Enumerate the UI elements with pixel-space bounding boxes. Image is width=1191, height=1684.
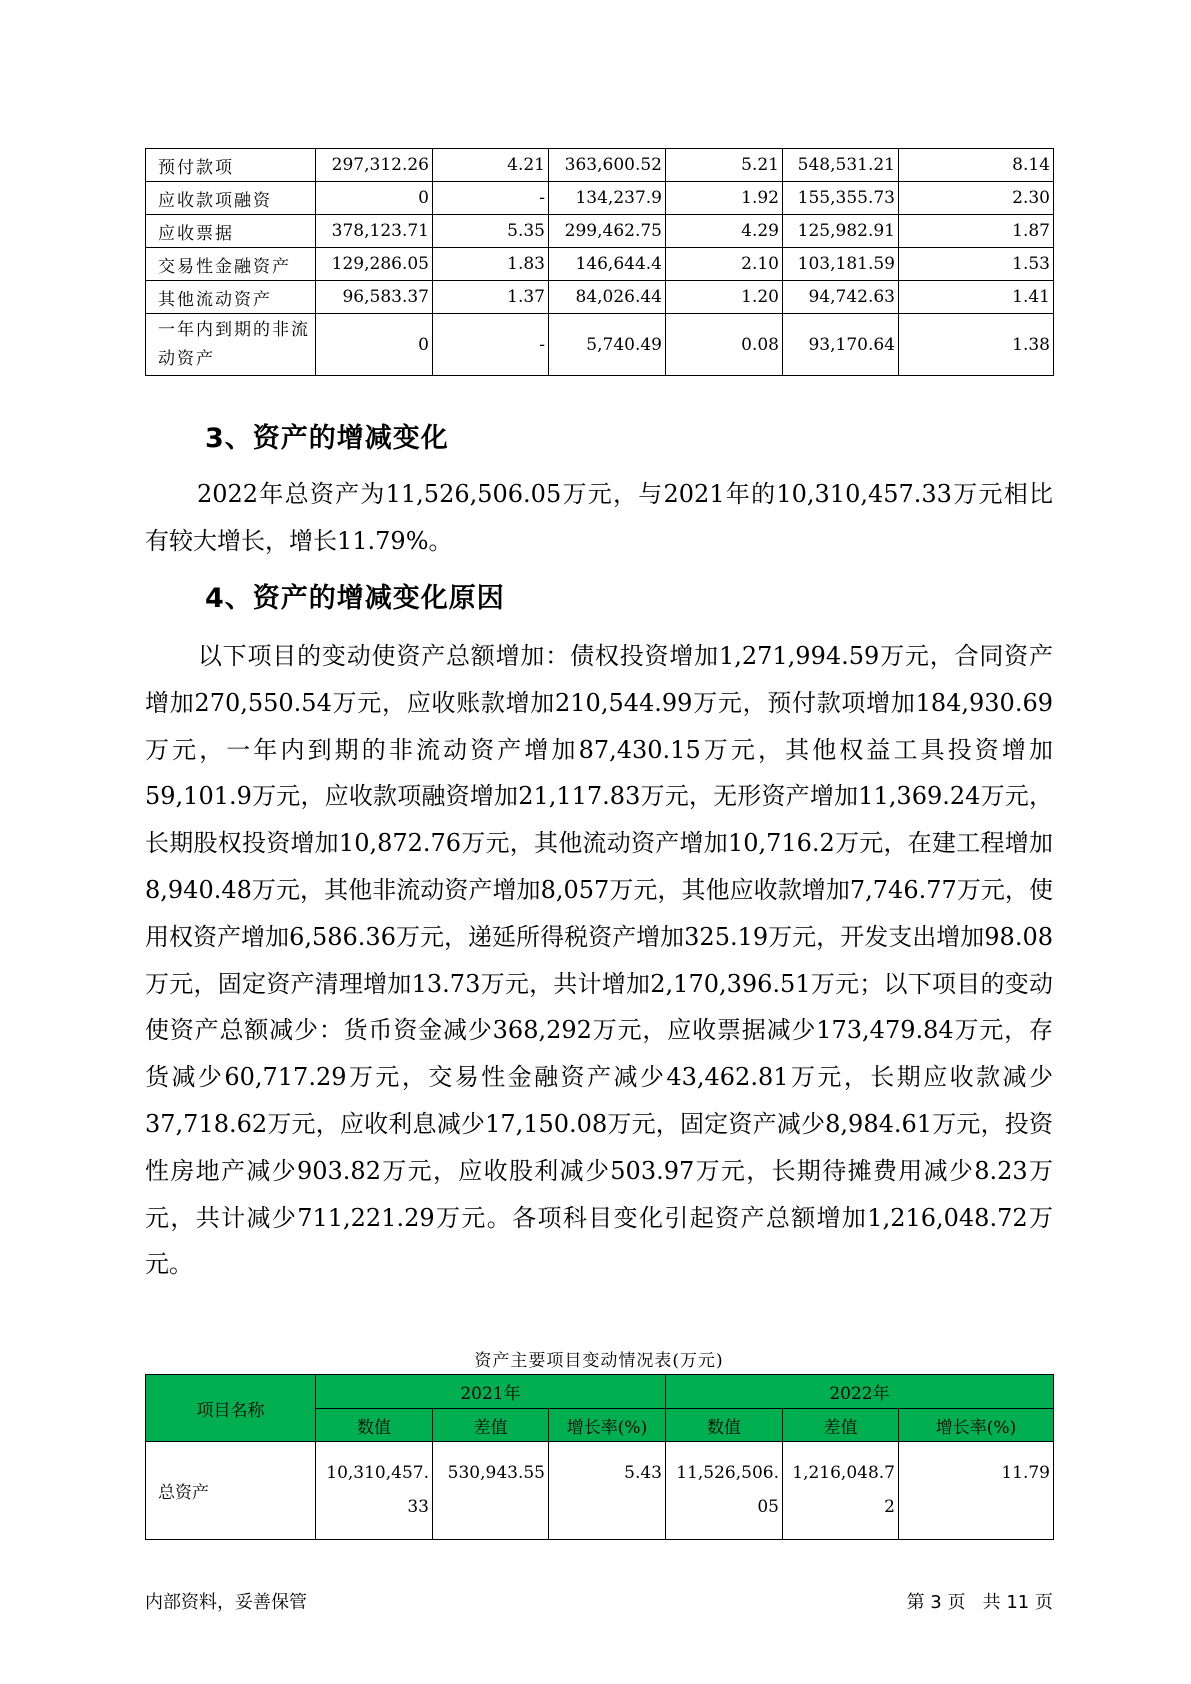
header-value-2022: 数值 — [666, 1409, 783, 1442]
value-col-3: 548,531.21 — [783, 149, 899, 182]
section-4-paragraph — [145, 633, 1053, 1288]
asset-change-table — [145, 1374, 1054, 1540]
asset-ratio-table — [145, 148, 1054, 376]
ratio-col-2: 5.21 — [666, 149, 783, 182]
table-row — [146, 215, 1054, 248]
table-row — [146, 182, 1054, 215]
ratio-col-1: 1.37 — [433, 281, 549, 314]
table-row — [146, 149, 1054, 182]
value-col-3: 103,181.59 — [783, 248, 899, 281]
section-3-heading: 3、资产的增减变化 — [205, 423, 449, 454]
header-value-2021: 数值 — [316, 1409, 433, 1442]
value-col-2: 134,237.9 — [549, 182, 666, 215]
section-4-heading: 4、资产的增减变化原因 — [205, 583, 505, 614]
table-caption: 资产主要项目变动情况表(万元) — [474, 1351, 724, 1371]
row-label: 总资产 — [146, 1442, 316, 1540]
value-col-2: 5,740.49 — [549, 314, 666, 376]
value-col-1: 129,286.05 — [316, 248, 433, 281]
ratio-col-2: 4.29 — [666, 215, 783, 248]
row-label: 一年内到期的非流动资产 — [146, 314, 316, 376]
header-rate-2021: 增长率(%) — [549, 1409, 666, 1442]
ratio-col-2: 0.08 — [666, 314, 783, 376]
ratio-col-1: - — [433, 182, 549, 215]
ratio-col-3: 8.14 — [899, 149, 1054, 182]
value-col-1: 0 — [316, 314, 433, 376]
ratio-col-2: 2.10 — [666, 248, 783, 281]
header-year-2021: 2021年 — [316, 1375, 666, 1409]
header-row-1 — [146, 1375, 1054, 1409]
ratio-col-3: 2.30 — [899, 182, 1054, 215]
value-col-1: 0 — [316, 182, 433, 215]
rate-2021: 5.43 — [549, 1442, 666, 1540]
header-diff-2021: 差值 — [433, 1409, 549, 1442]
value-col-3: 125,982.91 — [783, 215, 899, 248]
header-rate-2022: 增长率(%) — [899, 1409, 1054, 1442]
footer-confidential-note: 内部资料，妥善保管 — [145, 1592, 307, 1613]
header-diff-2022: 差值 — [783, 1409, 899, 1442]
ratio-col-1: 1.83 — [433, 248, 549, 281]
section-3-paragraph — [145, 471, 1053, 565]
value-col-1: 96,583.37 — [316, 281, 433, 314]
value-col-2: 146,644.4 — [549, 248, 666, 281]
row-label: 其他流动资产 — [146, 281, 316, 314]
section-4-text: 以下项目的变动使资产总额增加：债权投资增加1,271,994.59万元，合同资产增加270,550.54万元，应收账款增加210,544.99万元，预付款项增加184,930.69万元，一年内到期的非流动资产增加87,430.15万元，其他权益工具投资增加59,101.9万元，应收款项融资增加21,117.83万元，无形资产增加11,369.24万元，长期股权投资增加10,872.76万元，其他流动资产增加10,716.2万元，在建工程增加8,940.48万元，其他非流动资产增加8,057万元，其他应收款增加7,746.77万元，使用权资产增加6,586.36万元，递延所得税资产增加325.19万元，开发支出增加98.08万元，固定资产清理增加13.73万元，共计增加2,170,396.51万元；以下项目的变动使资产总额减少：货币资金减少368,292万元，应收票据减少173,479.84万元，存货减少60,717.29万元，交易性金融资产减少43,462.81万元，长期应收款减少37,718.62万元，应收利息减少17,150.08万元，固定资产减少8,984.61万元，投资性房地产减少903.82万元，应收股利减少503.97万元，长期待摊费用减少8.23万元，共计减少711,221.29万元。各项科目变化引起资产总额增加1,216,048.72万元。 — [145, 642, 1053, 1279]
value-2022: 11,526,506.05 — [666, 1442, 783, 1540]
value-col-1: 297,312.26 — [316, 149, 433, 182]
table-row — [146, 314, 1054, 376]
diff-2021: 530,943.55 — [433, 1442, 549, 1540]
header-year-2022: 2022年 — [666, 1375, 1054, 1409]
value-col-2: 84,026.44 — [549, 281, 666, 314]
table-row — [146, 281, 1054, 314]
table-row — [146, 1442, 1054, 1540]
ratio-col-1: - — [433, 314, 549, 376]
ratio-col-3: 1.87 — [899, 215, 1054, 248]
row-label: 应收款项融资 — [146, 182, 316, 215]
value-col-3: 155,355.73 — [783, 182, 899, 215]
ratio-col-1: 4.21 — [433, 149, 549, 182]
ratio-col-3: 1.38 — [899, 314, 1054, 376]
ratio-col-3: 1.41 — [899, 281, 1054, 314]
asset-ratio-table-body — [146, 149, 1054, 376]
rate-2022: 11.79 — [899, 1442, 1054, 1540]
header-item-name: 项目名称 — [146, 1375, 316, 1442]
ratio-col-2: 1.92 — [666, 182, 783, 215]
value-col-3: 93,170.64 — [783, 314, 899, 376]
section-3-text: 2022年总资产为11,526,506.05万元，与2021年的10,310,457.33万元相比有较大增长，增长11.79%。 — [145, 480, 1053, 555]
ratio-col-3: 1.53 — [899, 248, 1054, 281]
value-2021: 10,310,457.33 — [316, 1442, 433, 1540]
ratio-col-1: 5.35 — [433, 215, 549, 248]
footer-page-number: 第 3 页 共 11 页 — [906, 1592, 1053, 1613]
table-row — [146, 248, 1054, 281]
value-col-2: 299,462.75 — [549, 215, 666, 248]
value-col-1: 378,123.71 — [316, 215, 433, 248]
value-col-2: 363,600.52 — [549, 149, 666, 182]
row-label: 预付款项 — [146, 149, 316, 182]
diff-2022: 1,216,048.72 — [783, 1442, 899, 1540]
value-col-3: 94,742.63 — [783, 281, 899, 314]
row-label: 应收票据 — [146, 215, 316, 248]
ratio-col-2: 1.20 — [666, 281, 783, 314]
row-label: 交易性金融资产 — [146, 248, 316, 281]
